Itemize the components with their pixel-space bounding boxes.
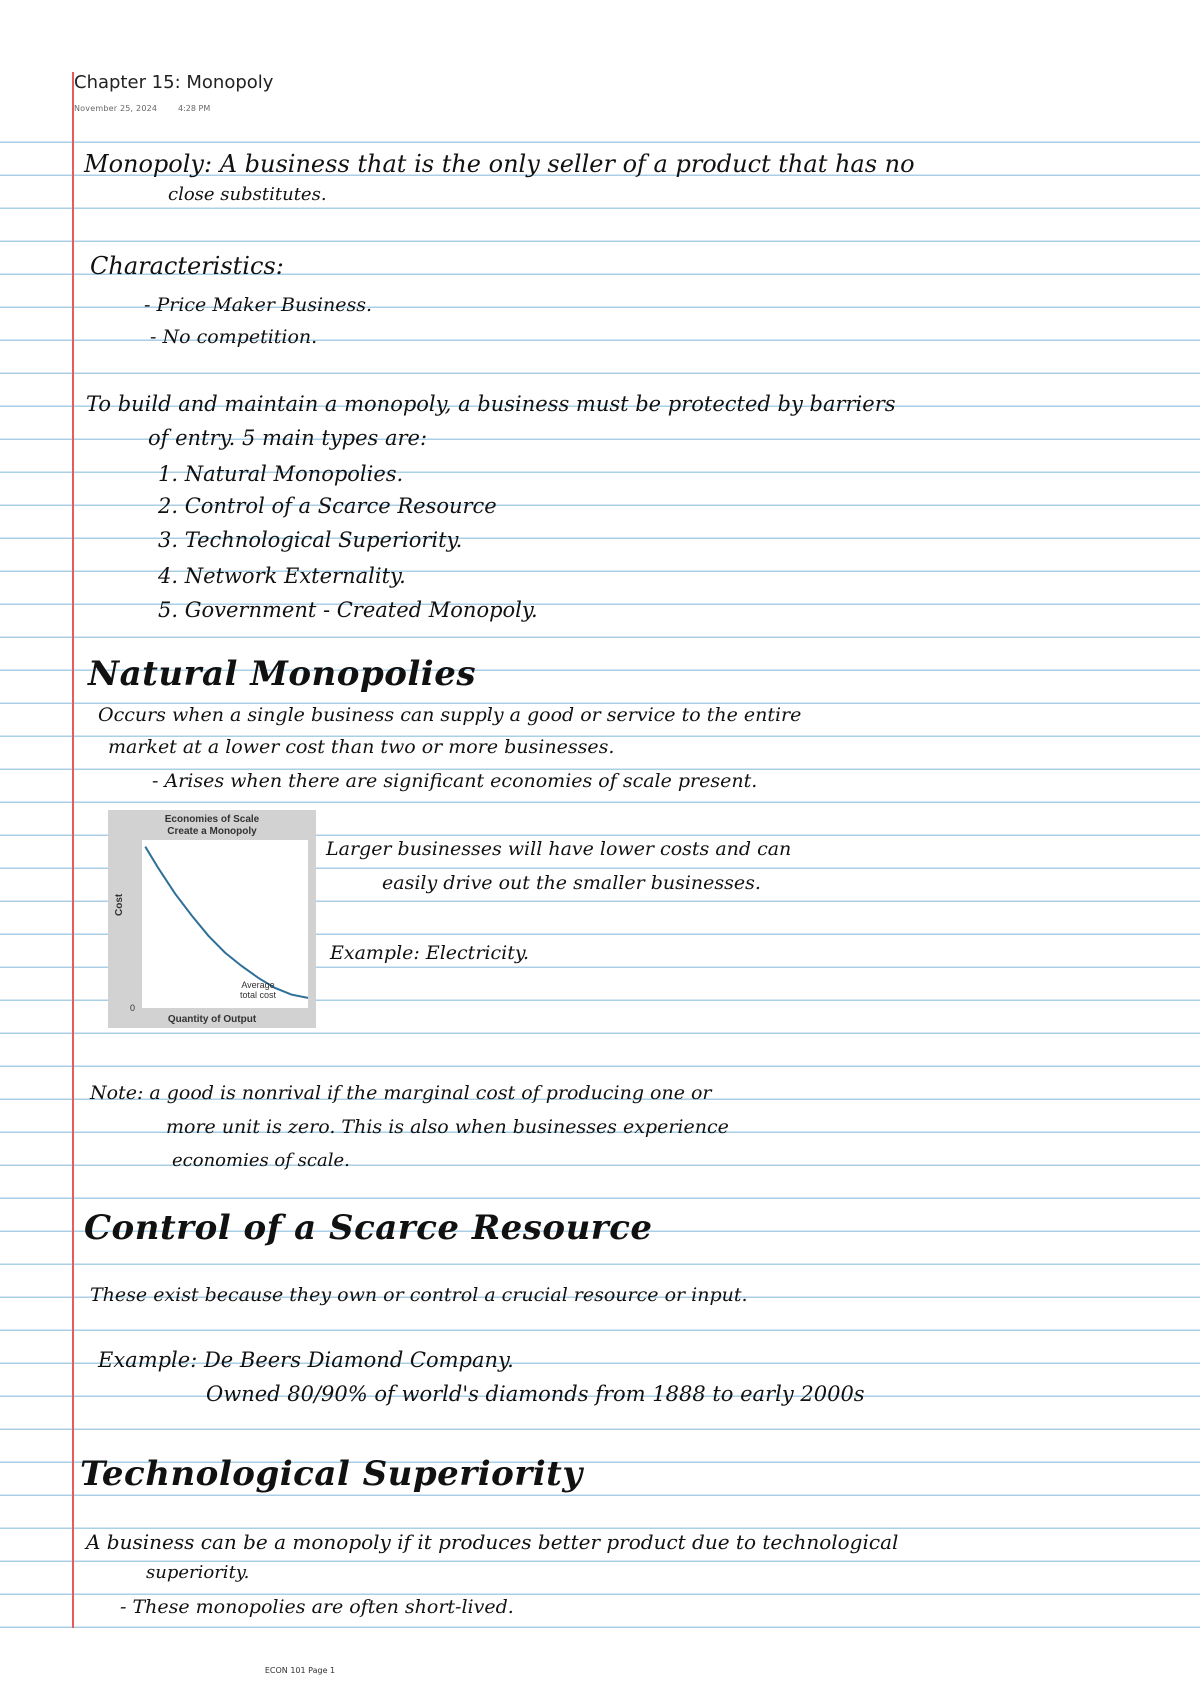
- characteristic-item: - No competition.: [150, 326, 318, 348]
- page-bottom-area: [0, 1628, 1200, 1699]
- tech-line-2: superiority.: [146, 1562, 250, 1583]
- economies-of-scale-figure: [108, 810, 316, 1028]
- figure-curve-svg: [142, 840, 308, 1008]
- figure-title-line-2: Create a Monopoly: [167, 826, 257, 837]
- page-title: Chapter 15: Monopoly: [74, 72, 274, 93]
- barrier-item: 2. Control of a Scarce Resource: [158, 494, 497, 518]
- curve-label-line-1: Average: [241, 980, 275, 990]
- scarce-line-1: These exist because they own or control a crucial resource or input.: [90, 1284, 748, 1306]
- note-line-1: Note: a good is nonrival if the marginal cost of producing one or: [90, 1082, 712, 1104]
- barrier-item: 4. Network Externality.: [158, 564, 406, 588]
- figure-origin-label: 0: [130, 1003, 136, 1013]
- margin-line: [72, 72, 74, 1628]
- average-total-cost-curve: [145, 847, 308, 998]
- scarce-detail: Owned 80/90% of world's diamonds from 1888 to early 2000s: [206, 1382, 865, 1406]
- tech-bullet: - These monopolies are often short-lived.: [120, 1596, 514, 1618]
- page-date: November 25, 2024: [74, 104, 158, 113]
- barriers-line-2: of entry. 5 main types are:: [148, 426, 428, 450]
- note-line-3: economies of scale.: [172, 1150, 350, 1171]
- definition-line-1: Monopoly: A business that is the only seller of a product that has no: [84, 150, 915, 178]
- barriers-line-1: To build and maintain a monopoly, a business must be protected by barriers: [86, 392, 896, 416]
- heading-technological-superiority: Technological Superiority: [80, 1454, 583, 1494]
- barrier-item: 1. Natural Monopolies.: [158, 462, 404, 486]
- natural-example: Example: Electricity.: [330, 942, 530, 964]
- characteristic-item: - Price Maker Business.: [144, 294, 373, 316]
- figure-title-line-1: Economies of Scale: [164, 814, 260, 825]
- definition-line-2: close substitutes.: [168, 184, 327, 205]
- figure-y-axis-label: Cost: [114, 893, 125, 916]
- tech-line-1: A business can be a monopoly if it produces better product due to technological: [86, 1530, 899, 1554]
- scarce-example: Example: De Beers Diamond Company.: [98, 1348, 514, 1372]
- curve-label-line-2: total cost: [240, 990, 277, 1000]
- natural-bullet: - Arises when there are significant economies of scale present.: [152, 770, 758, 792]
- characteristics-label: Characteristics:: [90, 252, 284, 280]
- natural-line-1: Occurs when a single business can supply a good or service to the entire: [98, 704, 802, 726]
- note-line-2: more unit is zero. This is also when businesses experience: [166, 1116, 729, 1138]
- natural-side-line-2: easily drive out the smaller businesses.: [382, 872, 761, 894]
- page-footer: ECON 101 Page 1: [264, 1666, 336, 1675]
- barrier-item: 3. Technological Superiority.: [158, 528, 463, 552]
- heading-natural-monopolies: Natural Monopolies: [88, 654, 476, 694]
- barrier-item: 5. Government - Created Monopoly.: [158, 598, 538, 622]
- page-time: 4:28 PM: [178, 104, 211, 113]
- figure-x-axis-label: Quantity of Output: [167, 1014, 257, 1025]
- heading-scarce-resource: Control of a Scarce Resource: [84, 1208, 653, 1248]
- natural-line-2: market at a lower cost than two or more businesses.: [108, 736, 615, 758]
- natural-side-line-1: Larger businesses will have lower costs and can: [326, 838, 792, 860]
- figure-plot-area: [142, 840, 308, 1008]
- curve-label: [240, 980, 276, 1000]
